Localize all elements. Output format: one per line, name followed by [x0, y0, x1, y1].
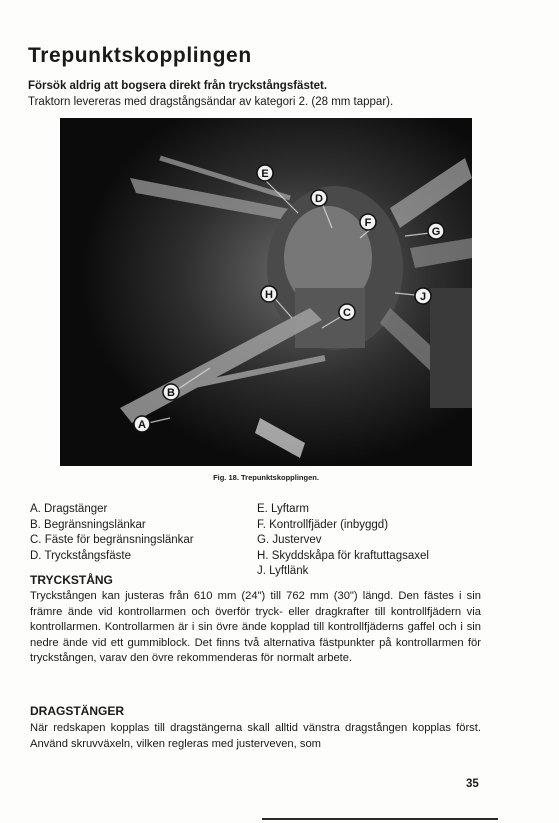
page-title: Trepunktskopplingen — [28, 44, 252, 67]
figure-photo — [60, 118, 472, 466]
svg-text:D: D — [315, 193, 323, 205]
svg-text:F: F — [364, 217, 372, 229]
legend-item-j: J. Lyftlänk — [257, 565, 309, 577]
legend-item-c: C. Fäste för begränsningslänkar — [30, 534, 194, 546]
callout-h — [261, 286, 277, 302]
callout-f — [360, 214, 376, 230]
callout-d — [311, 190, 327, 206]
callout-j — [415, 288, 431, 304]
page-number: 35 — [466, 778, 479, 790]
callout-a — [134, 416, 150, 432]
section-heading-tryckstang: TRYCKSTÅNG — [30, 573, 113, 587]
legend-item-h: H. Skyddskåpa för kraftuttagsaxel — [257, 549, 429, 562]
svg-text:J: J — [419, 291, 427, 303]
legend-left — [30, 502, 194, 564]
svg-text:C: C — [343, 307, 351, 319]
legend-item-a: A. Dragstänger — [30, 503, 108, 515]
legend-item-e: E. Lyftarm — [257, 503, 309, 515]
svg-text:B: B — [167, 387, 175, 399]
legend-item-b: B. Begränsningslänkar — [30, 518, 146, 531]
legend-item-d: D. Tryckstångsfäste — [30, 549, 131, 562]
callout-e — [257, 165, 273, 181]
warning-text: Försök aldrig att bogsera direkt från tryckstångsfästet. — [28, 80, 328, 92]
footer-rule — [262, 818, 498, 820]
callout-g — [428, 223, 444, 239]
callout-b — [163, 384, 179, 400]
svg-text:H: H — [265, 289, 273, 301]
svg-text:A: A — [138, 419, 146, 431]
svg-text:G: G — [431, 226, 441, 238]
legend-right — [257, 502, 429, 580]
section-text-dragstanger: När redskapen kopplas till dragstängerna skall alltid vänstra dragstången kopplas först. Använd skruvväxeln, vilken regleras med justerveven, som — [30, 722, 481, 750]
legend-item-f: F. Kontrollfjäder (inbyggd) — [257, 518, 389, 531]
legend-item-g: G. Justervev — [257, 534, 322, 546]
figure-caption: Fig. 18. Trepunktskopplingen. — [213, 473, 319, 482]
section-heading-dragstanger: DRAGSTÄNGER — [30, 704, 125, 718]
section-text-tryckstang: Tryckstången kan justeras från 610 mm (24") till 762 mm (30") längd. Den fästes i sin främre ände vid kontrollarmen och överför tryck- eller dragkrafter till kontrollfjädern via kontrollarmen. Kontrollarmen är i sin övre ände kopplad till kontrollfjäderns gaffel och i sin nedre ände vid ett gummiblock. Det finns två alternativa fästpunkter på kontrollarmen för tryckstången, varav den övre rekommenderas för normalt arbete. — [30, 590, 481, 664]
callout-c — [339, 304, 355, 320]
intro-text: Traktorn levereras med dragstångsändar av kategori 2. (28 mm tappar). — [28, 96, 394, 108]
svg-text:E: E — [261, 168, 269, 180]
